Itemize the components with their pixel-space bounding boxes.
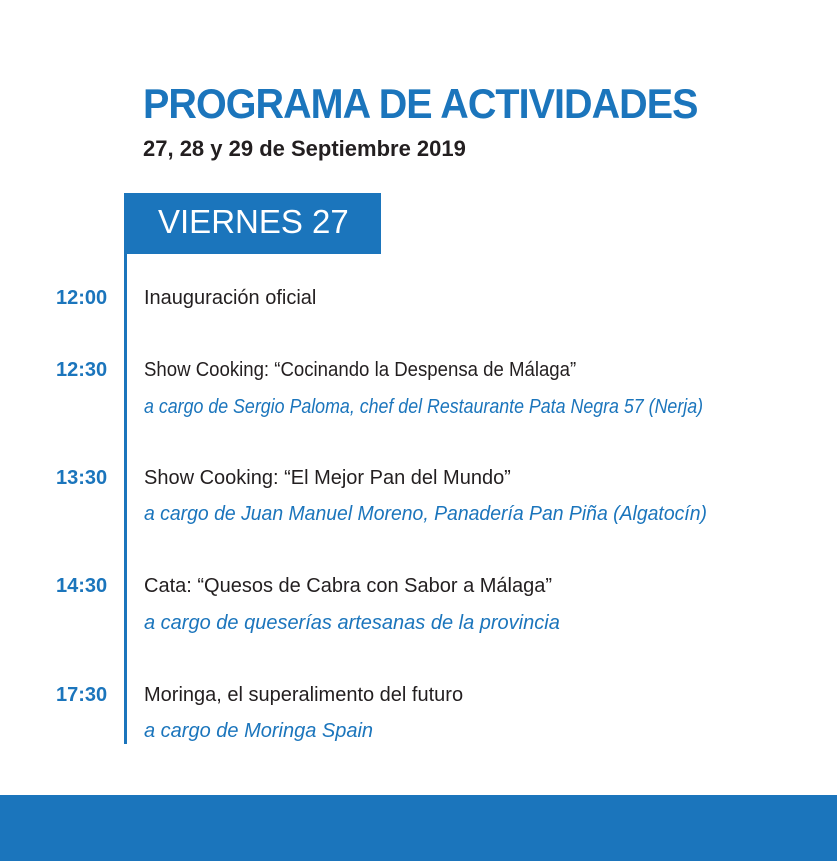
timeline-line bbox=[124, 193, 127, 744]
event-dates: 27, 28 y 29 de Septiembre 2019 bbox=[143, 136, 466, 161]
footer-bar bbox=[0, 795, 837, 861]
event-title: Moringa, el superalimento del futuro bbox=[144, 684, 464, 706]
day-header-label: VIERNES 27 bbox=[158, 203, 349, 240]
event-subtitle: a cargo de Sergio Paloma, chef del Restaurante Pata Negra 57 (Nerja) bbox=[144, 396, 704, 418]
event-subtitle: a cargo de queserías artesanas de la provincia bbox=[144, 612, 560, 634]
event-subtitle: a cargo de Juan Manuel Moreno, Panadería Pan Piña (Algatocín) bbox=[144, 503, 707, 525]
page-title: PROGRAMA DE ACTIVIDADES bbox=[143, 80, 698, 127]
event-title: Show Cooking: “Cocinando la Despensa de Málaga” bbox=[144, 359, 577, 381]
event-title: Inauguración oficial bbox=[144, 287, 317, 309]
event-title: Cata: “Quesos de Cabra con Sabor a Málaga” bbox=[144, 575, 552, 597]
event-title: Show Cooking: “El Mejor Pan del Mundo” bbox=[144, 467, 511, 489]
event-time: 13:30 bbox=[56, 467, 108, 489]
event-time: 17:30 bbox=[56, 684, 108, 706]
event-time: 12:30 bbox=[56, 359, 108, 381]
event-subtitle: a cargo de Moringa Spain bbox=[144, 720, 374, 742]
event-time: 14:30 bbox=[56, 575, 108, 597]
event-time: 12:00 bbox=[56, 287, 108, 309]
